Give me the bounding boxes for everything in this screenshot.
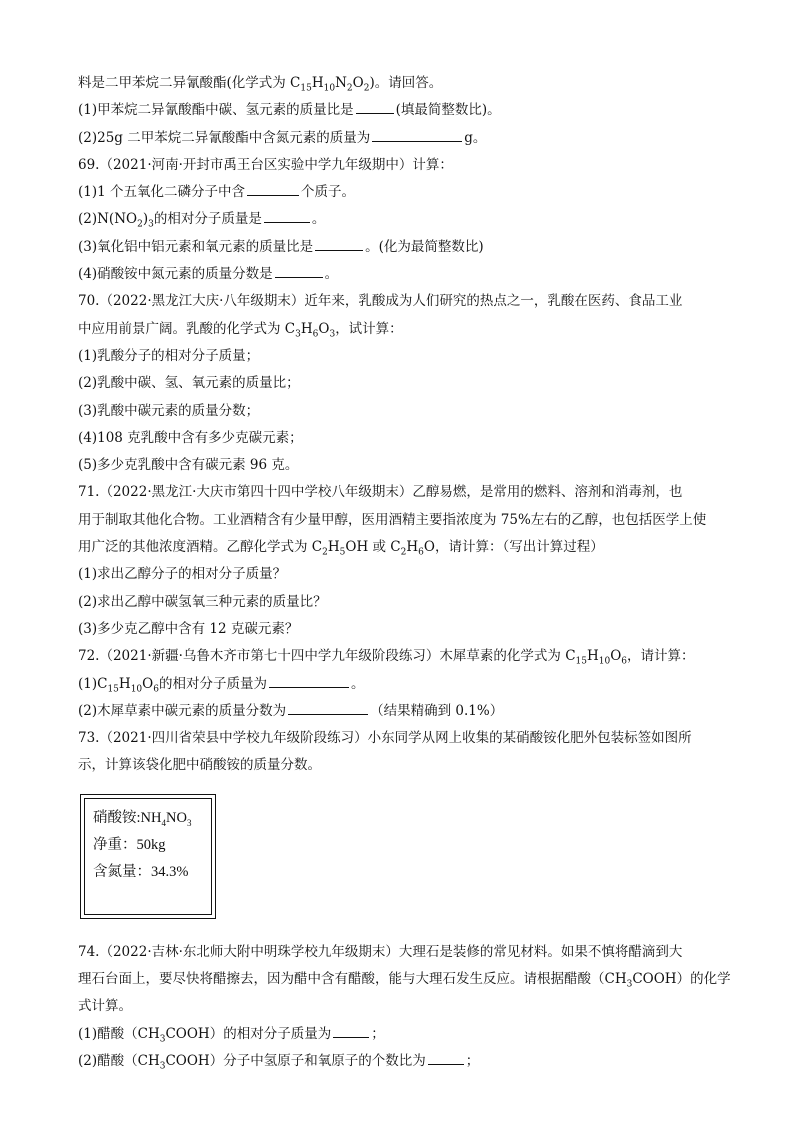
subscript: 2 [363, 83, 370, 94]
problem-70-heading-cont [78, 316, 718, 343]
problem-71-question-2: (2)求出乙醇中碳氢氧三种元素的质量比？ [78, 593, 327, 610]
subscript: 2 [346, 83, 353, 94]
text: (1)甲苯烷二异氰酸酯中碳、氢元素的质量比是 [78, 102, 354, 119]
subscript: 6 [621, 656, 628, 667]
subscript: 3 [626, 979, 633, 990]
subscript: 6 [153, 684, 159, 695]
intro-question-2 [78, 125, 718, 152]
subscript: 2 [137, 220, 143, 231]
text: H [311, 75, 324, 91]
subscript: 15 [300, 83, 312, 94]
problem-70-question-4: (4)108 克乳酸中含有多少克碳元素； [78, 429, 303, 446]
problem-74-heading-cont [78, 966, 731, 993]
text: O，请计算：（写出计算过程） [423, 539, 604, 556]
problem-73-heading: 73.（2021·四川省荣县中学校九年级阶段练习）小东同学从网上收集的某硝酸铵化肥外包装标签如图所 [78, 730, 692, 747]
problem-70-question-2: (2)乳酸中碳、氢、氧元素的质量比； [78, 375, 300, 392]
text: (4)硝酸铵中氮元素的质量分数是 [78, 266, 273, 283]
answer-blank[interactable] [333, 1023, 369, 1038]
text: O [352, 75, 364, 91]
text: (2)25g 二甲苯烷二异氰酸酯中含氮元素的质量为 [78, 129, 371, 146]
intro-question-1 [78, 97, 718, 124]
text: 。 [324, 266, 339, 283]
text: O [318, 320, 330, 337]
text: COOH）的化学 [632, 971, 731, 988]
text: OH 或 C [345, 539, 401, 556]
text: ； [371, 1025, 385, 1042]
fertilizer-label-inner [84, 798, 212, 915]
subscript: 3 [186, 817, 192, 828]
problem-69-heading: 69.（2021·河南·开封市禹王台区实验中学九年级期中）计算： [78, 156, 453, 173]
text: 料是二甲苯烷二异氰酸酯(化学式为 C [78, 75, 301, 91]
text: N [335, 75, 347, 91]
text: H [586, 648, 599, 665]
subscript: 3 [295, 329, 301, 340]
problem-70-question-5: (5)多少克乳酸中含有碳元素 96 克。 [78, 457, 299, 474]
subscript: 3 [159, 1061, 166, 1072]
document-page [78, 70, 731, 1075]
text: H [327, 539, 340, 556]
text: 中应用前景广阔。乳酸的化学式为 C [78, 320, 296, 337]
subscript: 2 [322, 547, 328, 558]
text: COOH）分子中氢原子和氧原子的个数比为 [165, 1052, 426, 1069]
text: 硝酸铵:NH [93, 809, 162, 826]
subscript: 10 [598, 656, 611, 667]
text: 理石台面上，要尽快将醋擦去，因为醋中含有醋酸，能与大理石发生反应。请根据醋酸（CH [78, 971, 627, 988]
text: )。请回答。 [369, 75, 443, 91]
intro-line [78, 70, 718, 97]
text: (1)1 个五氧化二磷分子中含 [78, 184, 246, 201]
subscript: 2 [400, 547, 407, 558]
answer-blank[interactable] [356, 99, 394, 114]
problem-73-heading-cont: 示，计算该袋化肥中硝酸铵的质量分数。 [78, 757, 321, 774]
subscript: 15 [107, 684, 119, 695]
problem-74-heading: 74.（2022·吉林·东北师大附中明珠学校九年级期末）大理石是装修的常见材料。如果不慎将醋滴到大 [78, 943, 683, 960]
problem-72-heading [78, 643, 718, 670]
fertilizer-label-figure [80, 794, 216, 919]
answer-blank[interactable] [428, 1050, 464, 1065]
answer-blank[interactable] [275, 263, 323, 278]
problem-72-question-1 [78, 671, 718, 698]
text: 的相对分子质量为 [158, 675, 267, 692]
problem-74-heading-cont: 式计算。 [78, 998, 132, 1015]
subscript: 4 [161, 817, 166, 828]
text: ； [465, 1052, 480, 1069]
label-formula [93, 805, 211, 832]
text: H [118, 675, 131, 692]
subscript: 3 [148, 220, 154, 231]
answer-blank[interactable] [372, 127, 462, 142]
problem-74-question-2 [78, 1048, 718, 1075]
problem-71-heading-cont: 用于制取其他化合物。工业酒精含有少量甲醇，医用酒精主要指浓度为 75%左右的乙醇，也包括医学上使 [78, 511, 707, 528]
text: (1)醋酸（CH [78, 1025, 160, 1042]
problem-74-question-1 [78, 1021, 718, 1048]
text: NO [165, 809, 187, 826]
text: (2)醋酸（CH [78, 1052, 160, 1069]
label-nitrogen-content: 含氮量：34.3% [93, 863, 189, 880]
subscript: 10 [323, 83, 336, 94]
text: （结果精确到 0.1%） [370, 702, 504, 719]
problem-70-heading: 70.（2022·黑龙江大庆·八年级期末）近年来，乳酸成为人们研究的热点之一，乳酸在医药、食品工业 [78, 293, 683, 310]
text: 的相对分子质量是 [153, 211, 262, 228]
text: ，试计算： [335, 320, 403, 337]
problem-72-question-2 [78, 698, 718, 725]
text: H [300, 320, 313, 337]
text: 个质子。 [301, 184, 356, 201]
subscript: 6 [312, 329, 319, 340]
text: 72.（2021·新疆·乌鲁木齐市第七十四中学九年级阶段练习）木犀草素的化学式为 C [78, 648, 576, 665]
text: COOH）的相对分子质量为 [165, 1025, 332, 1042]
subscript: 3 [159, 1034, 166, 1045]
text: (3)氧化铝中铝元素和氧元素的质量比是 [78, 238, 314, 255]
problem-69-question-1 [78, 179, 718, 206]
problem-70-question-3: (3)乳酸中碳元素的质量分数； [78, 402, 260, 419]
text: 。(化为最简整数比) [365, 238, 484, 255]
text: 。 [311, 211, 326, 228]
problem-69-question-4 [78, 261, 718, 288]
text: O [610, 648, 622, 665]
text: (填最简整数比)。 [395, 102, 501, 119]
problem-71-heading: 71.（2022·黑龙江·大庆市第四十四中学校八年级期末）乙醇易燃，是常用的燃料、溶剂和消毒剂，也 [78, 484, 683, 501]
text: O [142, 675, 154, 692]
text: H [406, 539, 419, 556]
answer-blank[interactable] [315, 236, 363, 251]
text: (2)N(NO [78, 211, 138, 228]
text: 。 [350, 675, 365, 692]
text: (2)木犀草素中碳元素的质量分数为 [78, 702, 287, 719]
subscript: 15 [575, 656, 587, 667]
subscript: 3 [329, 329, 336, 340]
problem-71-question-3: (3)多少克乙醇中含有 12 克碳元素？ [78, 620, 299, 637]
problem-69-question-2 [78, 206, 718, 233]
problem-71-question-1: (1)求出乙醇分子的相对分子质量？ [78, 566, 287, 583]
answer-blank[interactable] [247, 181, 299, 196]
text: g。 [464, 129, 487, 146]
problem-71-heading-cont [78, 534, 718, 561]
problem-69-question-3 [78, 234, 718, 261]
text: (1)C [78, 675, 108, 692]
text: 用广泛的其他浓度酒精。乙醇化学式为 C [78, 539, 323, 556]
answer-blank[interactable] [269, 673, 349, 688]
subscript: 6 [418, 547, 424, 558]
subscript: 10 [130, 684, 143, 695]
label-net-weight: 净重：50kg [93, 836, 166, 853]
problem-70-question-1: (1)乳酸分子的相对分子质量； [78, 347, 260, 364]
answer-blank[interactable] [264, 208, 310, 223]
text: ) [142, 211, 149, 228]
text: ，请计算： [627, 648, 695, 665]
answer-blank[interactable] [288, 700, 368, 715]
subscript: 5 [339, 547, 346, 558]
